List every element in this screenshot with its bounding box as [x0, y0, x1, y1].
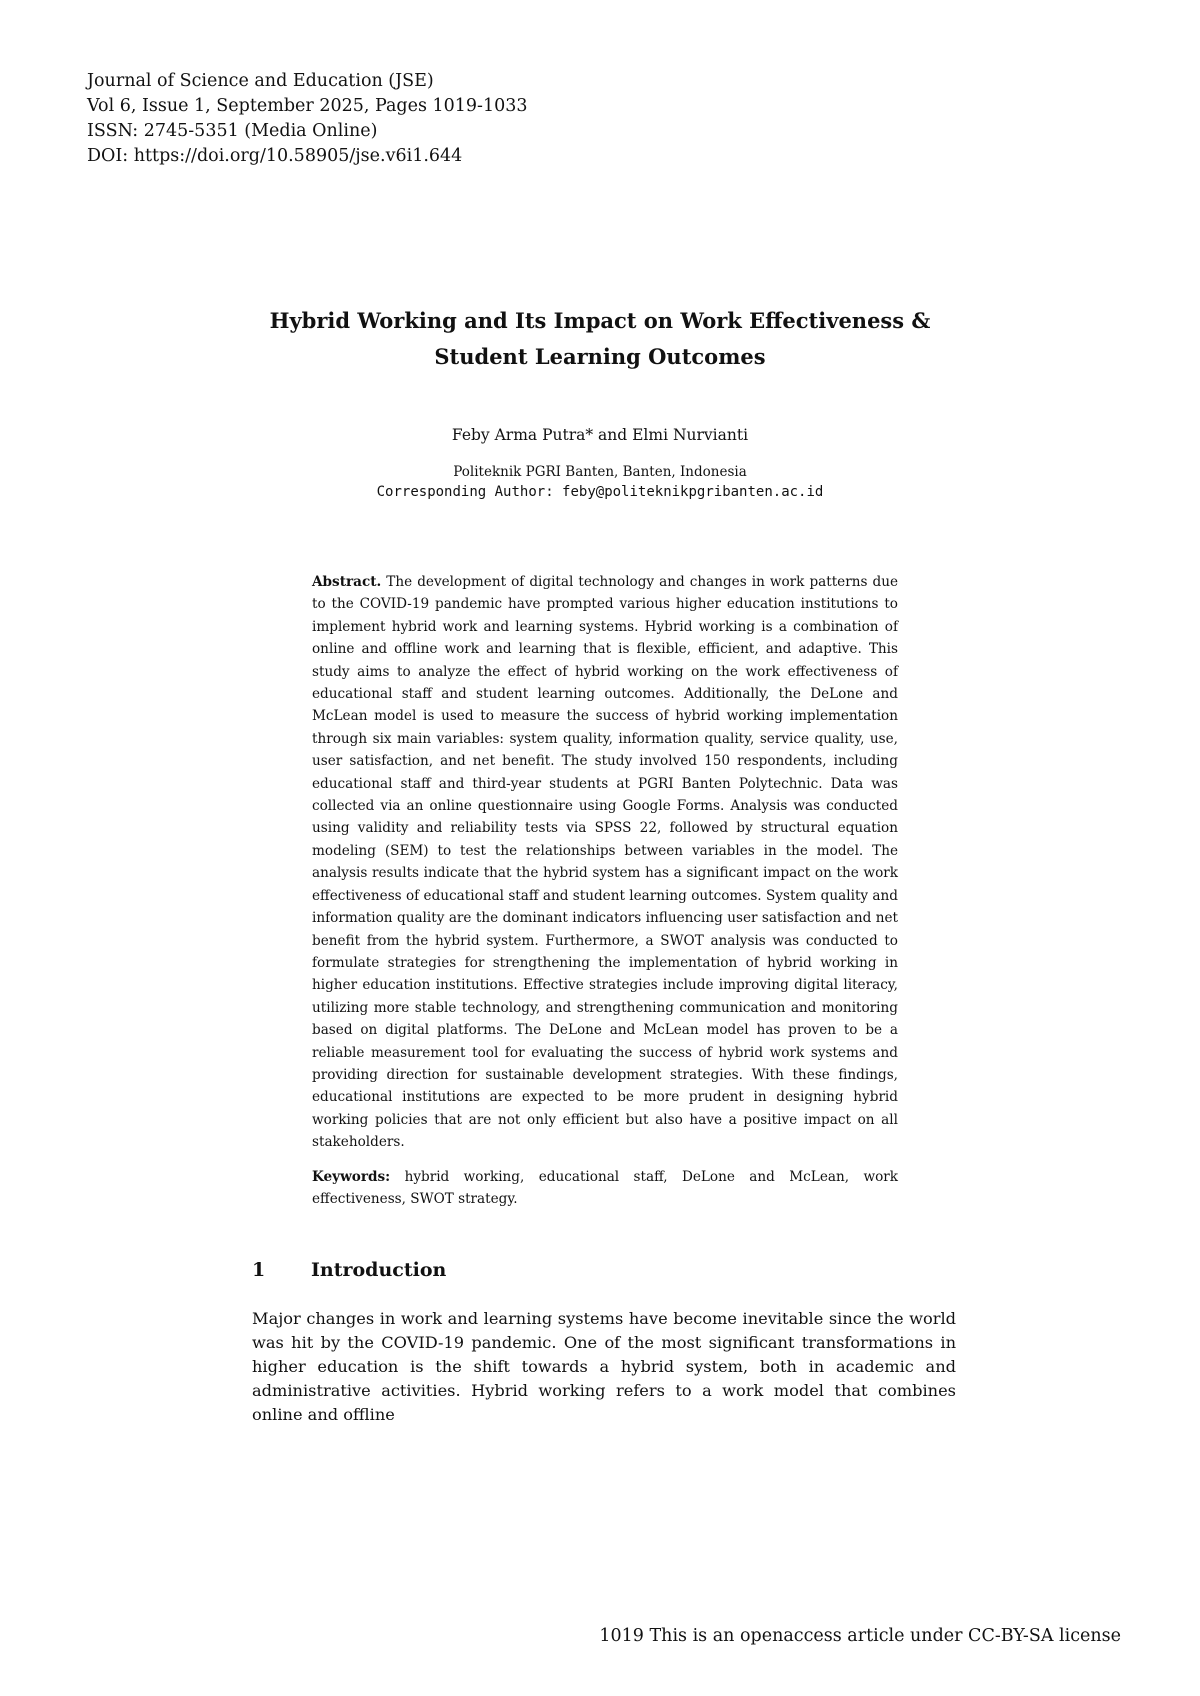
paper-title-line-1: Hybrid Working and Its Impact on Work Effectiveness & [269, 308, 931, 333]
affiliation: Politeknik PGRI Banten, Banten, Indonesia [453, 464, 747, 480]
journal-header [87, 69, 528, 169]
journal-doi: DOI: https://doi.org/10.58905/jse.v6i1.644 [87, 146, 463, 166]
keywords-text: hybrid working, educational staff, DeLone and McLean, work effectiveness, SWOT strategy. [312, 1168, 898, 1207]
title-block [200, 303, 1000, 502]
journal-volume: Vol 6, Issue 1, September 2025, Pages 1019-1033 [87, 96, 528, 116]
paper-title [200, 303, 1000, 375]
keywords-label: Keywords: [312, 1168, 391, 1185]
intro-paragraph: Major changes in work and learning systems have become inevitable since the world was hit by the COVID-19 pandemic. One of the most significant transformations in higher education is the shift towards a hybrid system, both in academic and administrative activities. Hybrid working refers to a work model that combines online and offline [252, 1309, 956, 1424]
section-title: Introduction [311, 1259, 447, 1281]
keywords [312, 1166, 898, 1211]
corresponding-author: Corresponding Author: feby@politeknikpgribanten.ac.id [376, 484, 824, 500]
paper-title-line-2: Student Learning Outcomes [434, 344, 766, 369]
journal-issn: ISSN: 2745-5351 (Media Online) [87, 121, 378, 141]
abstract-label: Abstract. [312, 574, 382, 590]
abstract [312, 571, 898, 1210]
page-footer: 1019 This is an openaccess article under CC-BY-SA license [599, 1626, 1121, 1646]
intro-body [252, 1307, 956, 1427]
abstract-text: The development of digital technology and changes in work patterns due to the COVID-19 pandemic have prompted various higher education institutions to implement hybrid work and learning systems. Hybrid working is a combination of online and offline work and learning that is flexible, efficient, and adaptive. This study aims to analyze the effect of hybrid working on the work effectiveness of educational staff and student learning outcomes. Additionally, the DeLone and McLean model is used to measure the success of hybrid working implementation through six main variables: system quality, information quality, service quality, use, user satisfaction, and net benefit. The study involved 150 respondents, including educational staff and third-year students at PGRI Banten Polytechnic. Data was collected via an online questionnaire using Google Forms. Analysis was conducted using validity and reliability tests via SPSS 22, followed by structural equation modeling (SEM) to test the relationships between variables in the model. The analysis results indicate that the hybrid system has a significant impact on the work effectiveness of educational staff and student learning outcomes. System quality and information quality are the dominant indicators influencing user satisfaction and net benefit from the hybrid system. Furthermore, a SWOT analysis was conducted to formulate strategies for strengthening the implementation of hybrid working in higher education institutions. Effective strategies include improving digital literacy, utilizing more stable technology, and strengthening communication and monitoring based on digital platforms. The DeLone and McLean model has proven to be a reliable measurement tool for evaluating the success of hybrid work systems and providing direction for sustainable development strategies. With these findings, educational institutions are expected to be more prudent in designing hybrid working policies that are not only efficient but also have a positive impact on all stakeholders. [312, 574, 898, 1151]
authors: Feby Arma Putra* and Elmi Nurvianti [451, 426, 749, 444]
abstract-paragraph [312, 571, 898, 1154]
journal-name: Journal of Science and Education (JSE) [87, 71, 434, 91]
section-heading [252, 1257, 446, 1283]
section-number: 1 [252, 1259, 266, 1281]
